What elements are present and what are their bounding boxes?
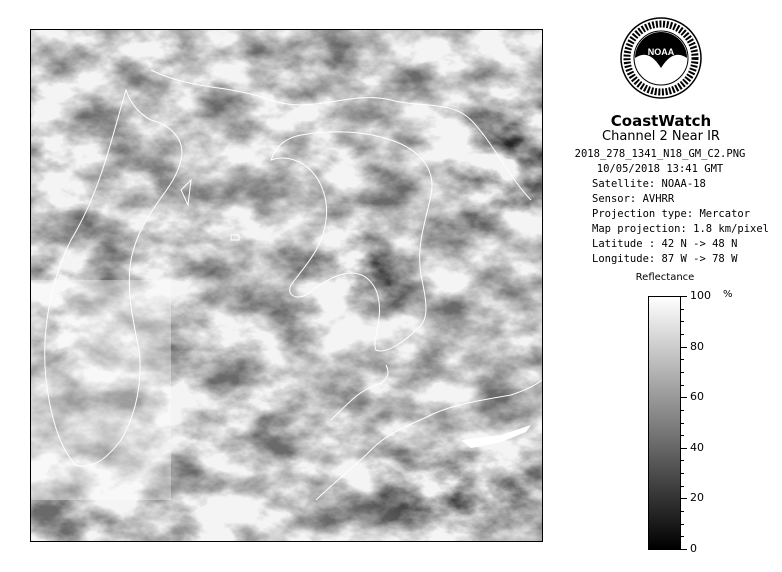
satellite-image-panel[interactable] — [30, 29, 543, 542]
metadata-datetime: 10/05/2018 13:41 GMT — [596, 163, 724, 175]
colorbar-tick-label: 0 — [690, 542, 697, 555]
colorbar-minor-tick — [681, 549, 684, 550]
noaa-logo — [618, 12, 704, 108]
colorbar-minor-tick — [681, 536, 684, 537]
colorbar-minor-tick — [681, 448, 684, 449]
colorbar-tick-label: 60 — [690, 390, 704, 404]
colorbar-tick-label: 80 — [690, 339, 704, 353]
colorbar-minor-tick — [681, 524, 684, 525]
colorbar-minor-tick — [681, 397, 684, 398]
product-subtitle: Channel 2 Near IR — [602, 129, 720, 144]
metadata-sensor: Sensor: AVHRR — [592, 193, 675, 205]
colorbar-minor-tick — [681, 486, 684, 487]
metadata-filename: 2018_278_1341_N18_GM_C2.PNG — [574, 148, 746, 160]
colorbar-tick-label: 20 — [690, 491, 704, 505]
product-title: CoastWatch — [610, 112, 712, 130]
metadata-longitude: Longitude: 87 W -> 78 W — [592, 253, 738, 265]
colorbar-minor-tick — [681, 385, 684, 386]
colorbar-minor-tick — [681, 511, 684, 512]
colorbar-minor-tick — [681, 410, 684, 411]
image-metadata — [560, 147, 770, 267]
metadata-map-projection: Map projection: 1.8 km/pixel — [592, 223, 770, 235]
colorbar-minor-tick — [681, 435, 684, 436]
legend-unit: % — [723, 289, 733, 300]
colorbar-minor-tick — [681, 296, 684, 297]
legend-title: Reflectance — [635, 272, 695, 283]
colorbar-minor-tick — [681, 347, 684, 348]
noaa-emblem-icon — [618, 12, 704, 108]
colorbar-minor-tick — [681, 473, 684, 474]
satellite-image — [31, 30, 542, 541]
colorbar-minor-tick — [681, 334, 684, 335]
colorbar-minor-tick — [681, 372, 684, 373]
colorbar-minor-tick — [681, 359, 684, 360]
colorbar-tick-label: 40 — [690, 440, 704, 454]
colorbar-tick-label: 100 — [690, 289, 711, 302]
colorbar-minor-tick — [681, 309, 684, 310]
reflectance-colorbar — [648, 296, 681, 550]
metadata-satellite: Satellite: NOAA-18 — [592, 178, 706, 190]
logo-text: NOAA — [647, 47, 675, 57]
colorbar-minor-tick — [681, 498, 684, 499]
colorbar-minor-tick — [681, 460, 684, 461]
metadata-projection-type: Projection type: Mercator — [592, 208, 751, 220]
colorbar-minor-tick — [681, 321, 684, 322]
colorbar-minor-tick — [681, 423, 684, 424]
metadata-latitude: Latitude : 42 N -> 48 N — [592, 238, 738, 250]
